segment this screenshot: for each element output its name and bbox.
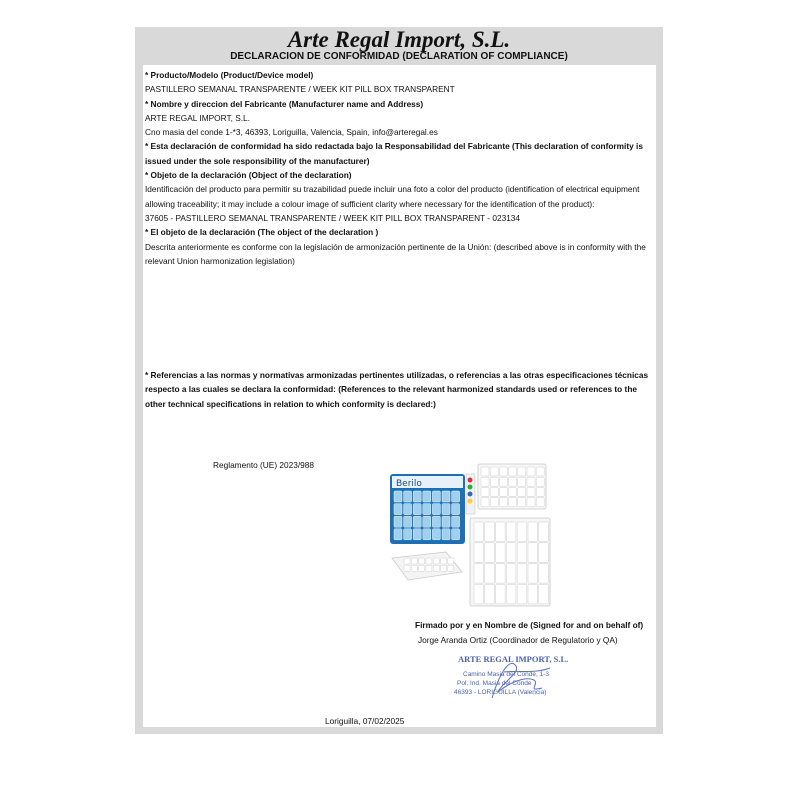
compartment: [518, 498, 526, 507]
compartment: [394, 529, 402, 540]
compartment: [490, 477, 498, 486]
compartment: [536, 477, 544, 486]
compartment: [474, 584, 484, 604]
compartment: [536, 487, 544, 496]
compartment: [452, 529, 460, 540]
compartment: [433, 558, 439, 564]
compartment: [517, 564, 527, 584]
compartment: [481, 498, 489, 507]
compartment: [528, 522, 538, 542]
compartment: [432, 504, 440, 515]
compartment: [490, 467, 498, 476]
compartment: [481, 467, 489, 476]
compartment: [509, 467, 517, 476]
company-title: Arte Regal Import, S.L.: [287, 27, 511, 52]
compartment: [426, 565, 432, 571]
company-stamp: [430, 652, 620, 710]
compartment: [419, 565, 425, 571]
compartment: [432, 516, 440, 527]
stamp-line1: Camino Masia del Conde, 1-3: [463, 671, 549, 678]
compartment: [536, 467, 544, 476]
compartment: [518, 467, 526, 476]
pill: [468, 478, 473, 483]
compartment: [485, 522, 495, 542]
compartment: [423, 504, 431, 515]
compartment: [404, 565, 410, 571]
compartment: [518, 487, 526, 496]
compartment: [404, 504, 412, 515]
product-heading: * Producto/Modelo (Product/Device model): [145, 70, 314, 80]
compartment: [499, 477, 507, 486]
compartment: [433, 565, 439, 571]
compartment: [539, 543, 549, 563]
regulation-reference: Reglamento (UE) 2023/988: [213, 460, 315, 470]
compartment: [499, 498, 507, 507]
signing-date: Loriguilla, 07/02/2025: [325, 716, 405, 726]
compartment: [536, 498, 544, 507]
compartment: [496, 522, 506, 542]
compartment: [423, 491, 431, 502]
compartment: [442, 504, 450, 515]
compartment: [527, 477, 535, 486]
compartment: [404, 491, 412, 502]
manufacturer-address: Cno masia del conde 1-*3, 46393, Loriguilla, Valencia, Spain, info@arteregal.es: [145, 127, 438, 138]
signed-heading: Firmado por y en Nombre de (Signed for and on behalf of): [415, 620, 644, 630]
compartment: [452, 504, 460, 515]
spacer: [145, 268, 655, 368]
compartment: [509, 498, 517, 507]
compartment: [527, 467, 535, 476]
compartment: [490, 498, 498, 507]
compartment: [517, 522, 527, 542]
references-heading: * Referencias a las normas y normativas armonizadas pertinentes utilizadas, o referencias a las otras especificaciones técnicas respecto a las cuales se declara la conformidad: (References to the relevant harmonized standards used or references to the other technical specifications in relation to which conformity is declared:): [145, 370, 649, 409]
compartment: [394, 504, 402, 515]
compartment: [496, 584, 506, 604]
stamp-line3: 46393 - LORIGUILLA (Valencia): [454, 689, 547, 696]
compartment: [423, 529, 431, 540]
compartment: [518, 477, 526, 486]
compartment: [506, 584, 516, 604]
compartment: [432, 529, 440, 540]
pill: [468, 499, 473, 504]
compartment: [441, 565, 447, 571]
compartment: [528, 564, 538, 584]
compartment: [442, 516, 450, 527]
compartment: [441, 558, 447, 564]
compartment: [432, 491, 440, 502]
compartment: [404, 529, 412, 540]
pill: [468, 492, 473, 497]
compartment: [394, 516, 402, 527]
compartment: [539, 564, 549, 584]
compartment: [413, 529, 421, 540]
compartment: [452, 516, 460, 527]
compartment: [496, 543, 506, 563]
object2-text: Descrita anteriormente es conforme con la legislación de armonización pertinente de la Unión: (described above is in conformity with the relevant Union harmonization legislation): [145, 241, 646, 266]
compartment: [490, 487, 498, 496]
compartment: [485, 564, 495, 584]
compartment: [452, 491, 460, 502]
manufacturer-name: ARTE REGAL IMPORT, S.L.: [145, 112, 250, 123]
signer-name: Jorge Aranda Ortiz (Coordinador de Regulatorio y QA): [418, 635, 618, 645]
compartment: [474, 543, 484, 563]
compartment: [426, 558, 432, 564]
compartment: [506, 564, 516, 584]
object-id: 37605 - PASTILLERO SEMANAL TRANSPARENTE / WEEK KIT PILL BOX TRANSPARENT - 023134: [145, 212, 521, 223]
compartment: [419, 558, 425, 564]
compartment: [527, 498, 535, 507]
compartment: [411, 558, 417, 564]
compartment: [448, 565, 454, 571]
stamp-title: ARTE REGAL IMPORT, S.L.: [458, 654, 569, 664]
compartment: [423, 516, 431, 527]
compartment: [509, 487, 517, 496]
compartment: [485, 584, 495, 604]
brand-logo: Berilo: [396, 479, 422, 489]
compartment: [539, 584, 549, 604]
compartment: [499, 487, 507, 496]
compartment: [442, 491, 450, 502]
stamp-line2: Pol. Ind. Masia del Conde: [457, 680, 532, 687]
compartment: [485, 543, 495, 563]
declaration-content: [145, 68, 655, 411]
compartment: [517, 543, 527, 563]
compartment: [528, 584, 538, 604]
compartment: [474, 564, 484, 584]
product-image: [388, 460, 558, 610]
compartment: [481, 487, 489, 496]
compartment: [413, 516, 421, 527]
compartment: [499, 467, 507, 476]
pill: [468, 485, 473, 490]
compartment: [413, 491, 421, 502]
compartment: [506, 522, 516, 542]
compartment: [404, 558, 410, 564]
compartment: [517, 584, 527, 604]
compartment: [394, 491, 402, 502]
compartment: [474, 522, 484, 542]
compartment: [527, 487, 535, 496]
compartment: [528, 543, 538, 563]
object-text: Identificación del producto para permitir su trazabilidad puede incluir una foto a color del producto (identification of electrical equipment allowing traceability; it may include a colour image of sufficient clarity where necessary for the identification of the product):: [145, 184, 640, 209]
compartment: [506, 543, 516, 563]
object2-heading: * El objeto de la declaración (The object of the declaration ): [145, 227, 379, 238]
compartment: [509, 477, 517, 486]
compartment: [481, 477, 489, 486]
product-value: PASTILLERO SEMANAL TRANSPARENTE / WEEK KIT PILL BOX TRANSPARENT: [145, 84, 455, 95]
object-heading: * Objeto de la declaración (Object of the declaration): [145, 170, 352, 181]
compartment: [411, 565, 417, 571]
compartment: [404, 516, 412, 527]
compartment: [413, 504, 421, 515]
manufacturer-heading: * Nombre y direccion del Fabricante (Manufacturer name and Address): [145, 98, 424, 109]
compartment: [496, 564, 506, 584]
compartment: [448, 558, 454, 564]
document-subtitle: DECLARACION DE CONFORMIDAD (DECLARATION OF COMPLIANCE): [230, 51, 568, 62]
compartment: [539, 522, 549, 542]
responsibility-statement: * Esta declaración de conformidad ha sido redactada bajo la Responsabilidad del Fabricante (This declaration of conformity is issued under the sole responsibility of the manufacturer): [145, 141, 643, 166]
compartment: [442, 529, 450, 540]
